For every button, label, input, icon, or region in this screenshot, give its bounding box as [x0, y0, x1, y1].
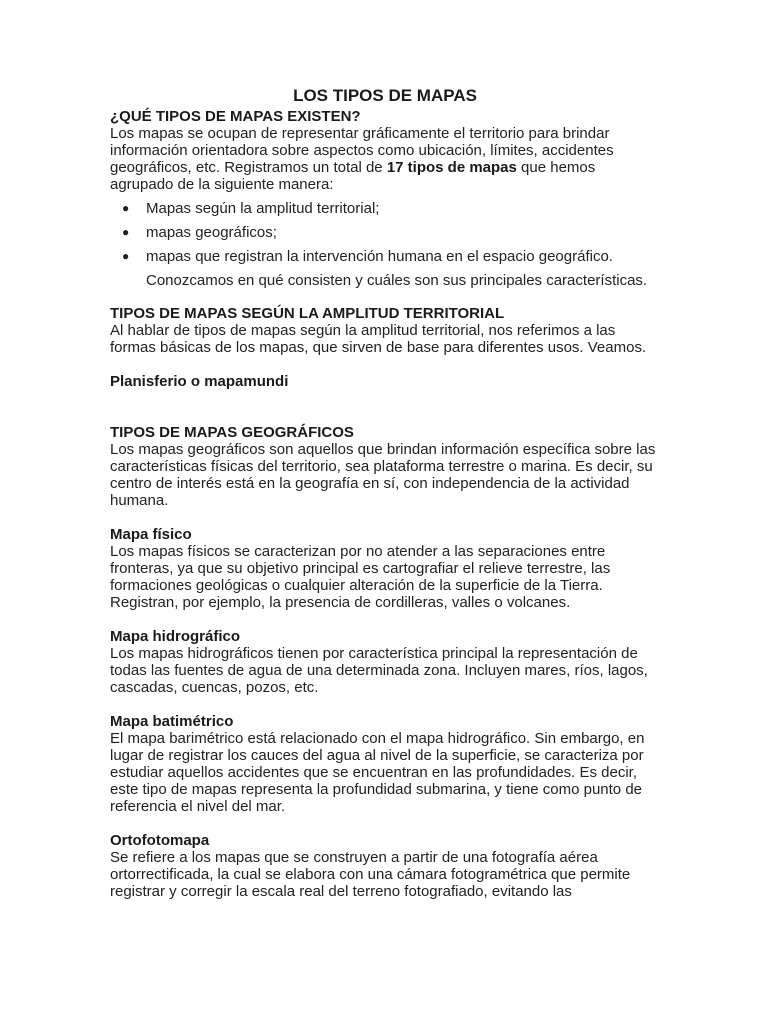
hidrografico-paragraph: Los mapas hidrográficos tienen por característica principal la representación de todas las fuentes de agua de una determinada zona. Incluyen mares, ríos, lagos, cascadas, cuencas, pozos, etc. — [110, 645, 648, 696]
ortofotomapa-heading: Ortofotomapa — [110, 832, 210, 849]
list-item — [110, 200, 660, 217]
batimetrico-paragraph: El mapa barimétrico está relacionado con el mapa hidrográfico. Sin embargo, en lugar de registrar los cauces del agua al nivel de la superficie, se caracteriza por estudiar aquellos accidentes que se encuentran en las profundidades. Es decir, este tipo de mapas representa la profundidad submarina, y tiene como punto de referencia el nivel del mar. — [110, 730, 645, 815]
list-item-text: mapas que registran la intervención humana en el espacio geográfico. — [146, 248, 613, 265]
geograficos-heading: TIPOS DE MAPAS GEOGRÁFICOS — [110, 424, 354, 441]
intro-paragraph — [110, 125, 660, 193]
list-item-text: mapas geográficos; — [146, 224, 277, 241]
document-page — [110, 85, 660, 900]
planisferio-heading: Planisferio o mapamundi — [110, 373, 289, 390]
map-groups-list — [110, 200, 660, 265]
intro-heading: ¿QUÉ TIPOS DE MAPAS EXISTEN? — [110, 108, 361, 125]
territorial-paragraph: Al hablar de tipos de mapas según la amplitud territorial, nos referimos a las formas básicas de los mapas, que sirven de base para diferentes usos. Veamos. — [110, 322, 647, 356]
bullet-icon: ● — [122, 225, 130, 239]
batimetrico-heading: Mapa batimétrico — [110, 713, 234, 730]
intro-closing: Conozcamos en qué consisten y cuáles son sus principales características. — [146, 272, 648, 289]
intro-text-before: Los mapas se ocupan de representar gráficamente el territorio para brindar información orientadora sobre aspectos como ubicación, límites, accidentes geográficos, etc. Registramos un total de — [110, 125, 614, 176]
fisico-heading: Mapa físico — [110, 526, 192, 543]
hidrografico-heading: Mapa hidrográfico — [110, 628, 241, 645]
ortofotomapa-paragraph: Se refiere a los mapas que se construyen a partir de una fotografía aérea ortorrectificada, la cual se elabora con una cámara fotogramétrica que permite registrar y corregir la escala real del terreno fotografiado, evitando las — [110, 849, 631, 900]
intro-text-after: que hemos agrupado de la siguiente manera: — [110, 159, 596, 193]
document-title: LOS TIPOS DE MAPAS — [293, 86, 477, 105]
bullet-icon: ● — [122, 249, 130, 263]
geograficos-paragraph: Los mapas geográficos son aquellos que brindan información específica sobre las características físicas del territorio, sea plataforma terrestre o marina. Es decir, su centro de interés está en la geografía en sí, con independencia de la actividad humana. — [110, 441, 656, 509]
fisico-paragraph: Los mapas físicos se caracterizan por no atender a las separaciones entre fronteras, ya que su objetivo principal es cartografiar el relieve terrestre, las formaciones geológicas o cualquier alteración de la superficie de la Tierra. Registran, por ejemplo, la presencia de cordilleras, valles o volcanes. — [110, 543, 611, 611]
list-item — [110, 248, 660, 265]
intro-text-bold: 17 tipos de mapas — [386, 159, 517, 176]
list-item-text: Mapas según la amplitud territorial; — [146, 200, 380, 217]
territorial-heading: TIPOS DE MAPAS SEGÚN LA AMPLITUD TERRITORIAL — [110, 305, 505, 322]
bullet-icon: ● — [122, 201, 130, 215]
list-item — [110, 224, 660, 241]
